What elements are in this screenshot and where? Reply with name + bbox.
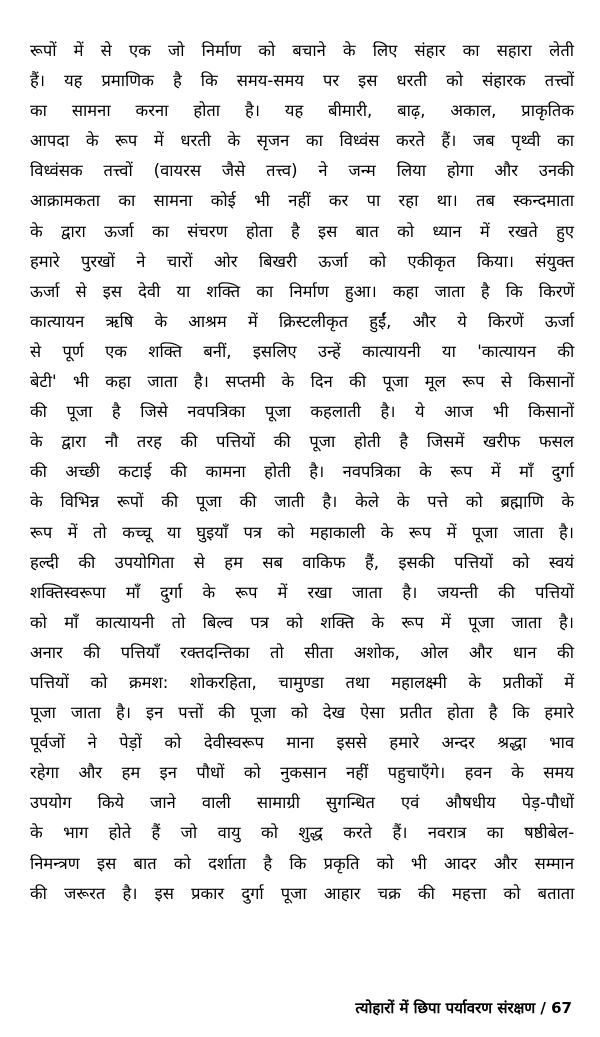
- text-line: रहेगा और हम इन पौधों को नुकसान नहीं पहुचाएँगे। हवन के समय: [30, 763, 574, 783]
- text-line: विध्वंसक तत्त्वों (वायरस जैसे तत्त्व) ने जन्म लिया होगा और उनकी: [30, 161, 574, 181]
- running-footer: त्योहारों में छिपा पर्यावरण संरक्षण / 67: [355, 999, 572, 1017]
- text-line: रूप में तो कच्चू या घुइयाँ पत्र को महाकाली के रूप में पूजा जाता है।: [30, 522, 574, 542]
- text-line: पूर्वजों ने पेड़ों को देवीस्वरूप माना इससे हमारे अन्दर श्रद्धा भाव: [30, 733, 575, 753]
- text-line: हल्दी की उपयोगिता से हम सब वाकिफ हैं, इसकी पत्तियों को स्वयं: [30, 552, 574, 572]
- text-line: अनार की पत्तियाँ रक्तदन्तिका तो सीता अशोक, ओल और धान की: [30, 642, 574, 662]
- text-line: उपयोग किये जाने वाली सामाग्री सुगन्धित एवं औषधीय पेड़-पौधों: [30, 793, 574, 813]
- text-line: ऊर्जा से इस देवी या शक्ति का निर्माण हुआ। कहा जाता है कि किरणें: [30, 281, 575, 301]
- text-line: कात्यायन ऋषि के आश्रम में क्रिस्टलीकृत हुईं, और ये किरणें ऊर्जा: [30, 311, 575, 331]
- text-line: निमन्त्रण इस बात को दर्शाता है कि प्रकृति को भी आदर और सम्मान: [30, 853, 574, 873]
- text-line: रूपों में से एक जो निर्माण को बचाने के लिए संहार का सहारा लेती: [30, 41, 574, 60]
- text-line: की पूजा है जिसे नवपत्रिका पूजा कहलाती है। ये आज भी किसानों: [30, 402, 574, 422]
- text-line: पत्तियों को क्रमश: शोकरहिता, चामुण्डा तथा महालक्ष्मी के प्रतीकों में: [30, 672, 575, 692]
- text-line: को माँ कात्यायनी तो बिल्व पत्र को शक्ति के रूप में पूजा जाता है।: [30, 612, 574, 632]
- text-line: की जरूरत है। इस प्रकार दुर्गा पूजा आहार चक्र की महत्ता को बताता: [30, 883, 575, 903]
- text-line: आक्रामकता का सामना कोई भी नहीं कर पा रहा था। तब स्कन्दमाता: [30, 191, 575, 211]
- text-line: के विभिन्न रूपों की पूजा की जाती है। केले के पत्ते को ब्रह्माणि के: [30, 492, 575, 512]
- text-line: के भाग होते हैं जो वायु को शुद्ध करते हैं। नवरात्र का षष्ठीबेल-: [30, 823, 575, 843]
- text-line: हैं। यह प्रमाणिक है कि समय-समय पर इस धरती को संहारक तत्त्वों: [30, 71, 575, 91]
- text-line: के द्वारा नौ तरह की पत्तियों की पूजा होती है जिसमें खरीफ फसल: [30, 432, 574, 452]
- text-line: का सामना करना होता है। यह बीमारी, बाढ़, अकाल, प्राकृतिक: [30, 101, 574, 121]
- body-paragraph: [30, 36, 574, 909]
- text-line: पूजा जाता है। इन पत्तों की पूजा को देख ऐसा प्रतीत होता है कि हमारे: [30, 703, 574, 723]
- text-line: बेटी' भी कहा जाता है। सप्तमी के दिन की पूजा मूल रूप से किसानों: [30, 372, 575, 392]
- text-line: के द्वारा ऊर्जा का संचरण होता है इस बात को ध्यान में रखते हुए: [30, 221, 574, 241]
- text-line: से पूर्ण एक शक्ति बनीं, इसलिए उन्हें कात्यायनी या 'कात्यायन की: [30, 341, 575, 361]
- text-line: की अच्छी कटाई की कामना होती है। नवपत्रिका के रूप में माँ दुर्गा: [30, 462, 574, 482]
- text-line: आपदा के रूप में धरती के सृजन का विध्वंस करते हैं। जब पृथ्वी का: [30, 131, 574, 151]
- text-line: शक्तिस्वरूपा माँ दुर्गा के रूप में रखा जाता है। जयन्ती की पत्तियों: [30, 582, 574, 602]
- text-line: हमारे पुरखों ने चारों ओर बिखरी ऊर्जा को एकीकृत किया। संयुक्त: [30, 251, 575, 271]
